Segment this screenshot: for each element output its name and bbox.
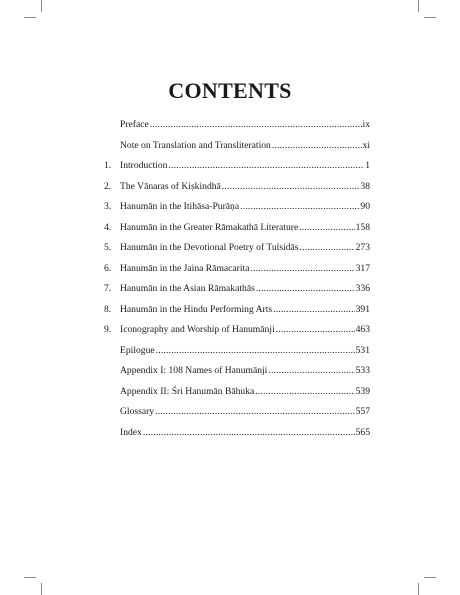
entry-title: Iconography and Worship of Hanumānji	[120, 324, 275, 335]
entry-page-number: 463	[355, 324, 370, 335]
entry-number: 1.	[104, 160, 112, 171]
crop-mark-bottom-right-h	[424, 577, 436, 578]
dot-leader	[276, 324, 355, 335]
entry-number: 8.	[104, 303, 112, 315]
entry-title: Hanumān in the Greater Rāmakathā Literature	[120, 221, 299, 233]
entry-title: Glossary	[120, 406, 155, 417]
dot-leader	[272, 140, 362, 151]
table-of-contents	[104, 119, 370, 447]
entry-title: Hanumān in the Hindu Performing Arts	[120, 303, 273, 315]
entry-title: Index	[120, 426, 142, 438]
entry-title: The Vānaras of Kiṣkindhā	[120, 180, 221, 192]
entry-page-number: 531	[355, 344, 370, 356]
entry-title: Appendix I: 108 Names of Hanumānji	[120, 365, 268, 376]
entry-title: Introduction	[120, 160, 168, 171]
page-title: CONTENTS	[168, 78, 292, 103]
entry-title: Note on Translation and Transliteration	[120, 139, 271, 151]
dot-leader	[256, 283, 355, 294]
toc-entry[interactable]	[104, 160, 370, 181]
entry-number: 6.	[104, 262, 112, 274]
toc-entry[interactable]	[104, 365, 370, 386]
dot-leader	[143, 427, 355, 438]
dot-leader	[150, 119, 362, 130]
entry-page-number: 336	[355, 283, 370, 294]
entry-page-number: 158	[355, 221, 370, 233]
dot-leader	[156, 345, 355, 356]
toc-entry[interactable]	[104, 304, 370, 325]
dot-leader	[222, 181, 360, 192]
toc-entry[interactable]	[104, 386, 370, 407]
toc-entry[interactable]	[104, 140, 370, 161]
entry-number: 2.	[104, 180, 112, 192]
crop-mark-top-right-h	[424, 17, 436, 18]
entry-page-number: 391	[355, 303, 370, 315]
dot-leader	[240, 201, 359, 212]
entry-page-number: 317	[355, 262, 370, 274]
toc-entry[interactable]	[104, 263, 370, 284]
crop-mark-top-left-v	[41, 0, 42, 12]
entry-number: 3.	[104, 201, 112, 212]
entry-number: 4.	[104, 221, 112, 233]
entry-number: 9.	[104, 324, 112, 335]
dot-leader	[299, 222, 354, 233]
entry-title: Hanumān in the Itihāsa-Purāṇa	[120, 201, 240, 212]
toc-entry[interactable]	[104, 406, 370, 427]
entry-title: Hanumān in the Devotional Poetry of Tulsidās	[120, 242, 299, 253]
toc-entry[interactable]	[104, 201, 370, 222]
toc-entry[interactable]	[104, 119, 370, 140]
entry-title: Hanumān in the Jaina Rāmacarita	[120, 262, 250, 274]
entry-page-number: 38	[360, 180, 370, 192]
toc-entry[interactable]	[104, 427, 370, 448]
crop-mark-top-left-h	[24, 17, 36, 18]
entry-page-number: 557	[355, 406, 370, 417]
entry-page-number: 565	[355, 426, 370, 438]
toc-entry[interactable]	[104, 242, 370, 263]
toc-entry[interactable]	[104, 222, 370, 243]
dot-leader	[155, 406, 355, 417]
entry-title: Epilogue	[120, 344, 155, 356]
entry-title: Appendix II: Śri Hanumān Bāhuka	[120, 385, 255, 397]
toc-entry[interactable]	[104, 283, 370, 304]
dot-leader	[300, 242, 355, 253]
dot-leader	[255, 386, 354, 397]
entry-number: 5.	[104, 242, 112, 253]
dot-leader	[168, 160, 364, 171]
crop-mark-bottom-left-v	[41, 583, 42, 595]
toc-entry[interactable]	[104, 345, 370, 366]
dot-leader	[250, 263, 354, 274]
entry-page-number: xi	[362, 139, 370, 151]
entry-page-number: 273	[355, 242, 370, 253]
entry-page-number: 539	[355, 385, 370, 397]
crop-mark-bottom-right-v	[418, 583, 419, 595]
dot-leader	[273, 304, 354, 315]
dot-leader	[268, 365, 354, 376]
entry-title: Preface	[120, 119, 149, 130]
crop-mark-bottom-left-h	[24, 577, 36, 578]
entry-page-number: ix	[362, 119, 370, 130]
entry-title: Hanumān in the Asian Rāmakathās	[120, 283, 255, 294]
entry-number: 7.	[104, 283, 112, 294]
toc-entry[interactable]	[104, 324, 370, 345]
entry-page-number: 533	[355, 365, 370, 376]
crop-mark-top-right-v	[418, 0, 419, 12]
toc-entry[interactable]	[104, 181, 370, 202]
entry-page-number: 1	[365, 160, 370, 171]
entry-page-number: 90	[360, 201, 370, 212]
